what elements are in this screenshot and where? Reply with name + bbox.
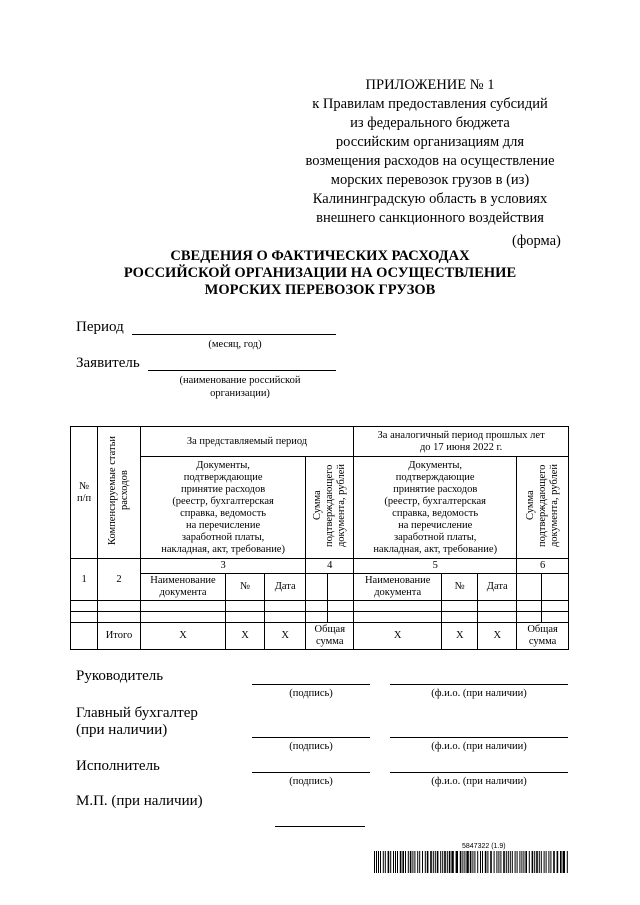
- title-line: СВЕДЕНИЯ О ФАКТИЧЕСКИХ РАСХОДАХ: [170, 248, 470, 264]
- sum-header-current: Сумма подтверждающего документа, рублей: [306, 457, 354, 559]
- name-hint: (ф.и.о. (при наличии): [431, 776, 527, 787]
- doc-date-header: Дата: [478, 574, 517, 601]
- expenses-table: [70, 426, 569, 650]
- x-mark: Х: [354, 623, 442, 650]
- doc-number-header: №: [226, 574, 265, 601]
- head-name-field[interactable]: [390, 684, 568, 685]
- stamp-label: М.П. (при наличии): [76, 793, 203, 809]
- appendix-line: возмещения расходов на осуществление: [305, 153, 555, 169]
- period-current-header: За представляемый период: [140, 427, 353, 457]
- period-label: Период: [76, 319, 124, 335]
- col-number-2: 2: [98, 559, 141, 601]
- title-line: РОССИЙСКОЙ ОРГАНИЗАЦИИ НА ОСУЩЕСТВЛЕНИЕ: [123, 265, 517, 281]
- total-sum: Общая сумма: [517, 623, 569, 650]
- appendix-line: российским организациям для: [335, 134, 525, 150]
- appendix-line: морских перевозок грузов в (из): [330, 172, 530, 188]
- appendix-line: Калининградскую область в условиях: [312, 191, 548, 207]
- col-number-3: 3: [140, 559, 306, 574]
- form-note: (форма): [512, 233, 561, 249]
- sum-header-previous: Сумма подтверждающего документа, рублей: [517, 457, 569, 559]
- docs-header-previous: Документы, подтверждающие принятие расходов (реестр, бухгалтерская справка, ведомость на перечисление заработной платы, накладная, акт, требование): [354, 457, 517, 559]
- head-signature-field[interactable]: [252, 684, 370, 685]
- table-row: [71, 612, 569, 623]
- x-mark: Х: [226, 623, 265, 650]
- executor-label: Исполнитель: [76, 758, 160, 774]
- applicant-hint-line: организации): [210, 388, 270, 399]
- doc-name-header: Наименование документа: [354, 574, 442, 601]
- appendix-header: [290, 76, 570, 228]
- col-items-header: Компенсируемые статьи расходов: [98, 427, 141, 559]
- applicant-hint: [160, 374, 320, 400]
- x-mark: Х: [264, 623, 305, 650]
- appendix-line: внешнего санкционного воздействия: [316, 210, 544, 226]
- doc-name-header: Наименование документа: [140, 574, 225, 601]
- total-sum: Общая сумма: [306, 623, 354, 650]
- col-number-1: 1: [71, 559, 98, 601]
- applicant-field[interactable]: [148, 370, 336, 371]
- col-number-6: 6: [517, 559, 569, 574]
- signature-hint: (подпись): [289, 776, 333, 787]
- executor-signature-field[interactable]: [252, 772, 370, 773]
- col-number-header: № п/п: [71, 427, 98, 559]
- accountant-signature-field[interactable]: [252, 737, 370, 738]
- name-hint: (ф.и.о. (при наличии): [431, 741, 527, 752]
- head-label: Руководитель: [76, 668, 164, 684]
- appendix-line: к Правилам предоставления субсидий: [312, 96, 548, 112]
- accountant-name-field[interactable]: [390, 737, 568, 738]
- chief-accountant-label: Главный бухгалтер: [76, 705, 198, 721]
- executor-name-field[interactable]: [390, 772, 568, 773]
- title-line: МОРСКИХ ПЕРЕВОЗОК ГРУЗОВ: [204, 282, 436, 298]
- document-title: [60, 248, 580, 299]
- docs-header-current: Документы, подтверждающие принятие расходов (реестр, бухгалтерская справка, ведомость на перечисление заработной платы, накладная, акт, требование): [140, 457, 306, 559]
- applicant-label: Заявитель: [76, 355, 140, 371]
- sum-subcell: [328, 574, 354, 601]
- col-number-5: 5: [354, 559, 517, 574]
- applicant-hint-line: (наименование российской: [179, 375, 301, 386]
- appendix-line: из федерального бюджета: [350, 115, 510, 131]
- total-label: Итого: [98, 623, 141, 650]
- sum-subcell: [306, 574, 328, 601]
- stamp-line: [275, 826, 365, 827]
- signature-hint: (подпись): [289, 688, 333, 699]
- x-mark: Х: [478, 623, 517, 650]
- x-mark: Х: [442, 623, 478, 650]
- name-hint: (ф.и.о. (при наличии): [431, 688, 527, 699]
- barcode-icon: [374, 851, 568, 873]
- chief-accountant-note: (при наличии): [76, 722, 168, 738]
- signature-hint: (подпись): [289, 741, 333, 752]
- period-hint: (месяц, год): [208, 339, 262, 350]
- x-mark: Х: [140, 623, 225, 650]
- document-code: 5847322 (1.9): [462, 843, 506, 850]
- sum-subcell: [517, 574, 542, 601]
- period-field[interactable]: [132, 334, 336, 335]
- total-row: [71, 623, 569, 650]
- period-previous-header: За аналогичный период прошлых лет до 17 июня 2022 г.: [354, 427, 569, 457]
- sum-subcell: [541, 574, 568, 601]
- table-row: [71, 601, 569, 612]
- appendix-line: ПРИЛОЖЕНИЕ № 1: [365, 77, 495, 93]
- doc-date-header: Дата: [264, 574, 305, 601]
- col-number-4: 4: [306, 559, 354, 574]
- doc-number-header: №: [442, 574, 478, 601]
